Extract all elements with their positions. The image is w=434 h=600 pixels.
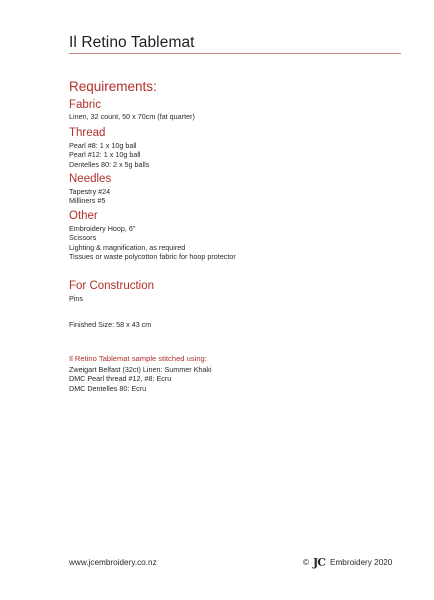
list-item: Linen, 32 count, 50 x 70cm (fat quarter): [69, 112, 195, 121]
brand-text: Embroidery 2020: [330, 558, 393, 567]
page-title: Il Retino Tablemat: [69, 34, 195, 51]
title-divider: [69, 53, 401, 54]
list-item: Embroidery Hoop, 6": [69, 224, 136, 233]
list-item: DMC Dentelles 80: Ecru: [69, 383, 147, 393]
list-item: Milliners #5: [69, 196, 106, 206]
sample-list: [69, 365, 212, 393]
thread-list: [69, 141, 149, 169]
construction-heading: For Construction: [69, 280, 155, 292]
website-link[interactable]: www.jcembroidery.co.nz: [69, 558, 157, 567]
needles-list: [69, 187, 110, 206]
finished-size: Finished Size: 58 x 43 cm: [69, 320, 152, 329]
list-item: Tapestry #24: [69, 187, 111, 196]
other-list: [69, 224, 236, 262]
requirements-heading: Requirements:: [69, 79, 157, 94]
jc-logo-icon: JC: [313, 556, 326, 569]
list-item: Pearl #8: 1 x 10g ball: [69, 141, 137, 150]
fabric-heading: Fabric: [69, 99, 101, 111]
needles-heading: Needles: [69, 173, 112, 185]
list-item: Dentelles 80: 2 x 5g balls: [69, 159, 150, 169]
list-item: Pins: [69, 294, 83, 303]
list-item: Pearl #12: 1 x 10g ball: [69, 150, 141, 160]
sample-heading: Il Retino Tablemat sample stitched using:: [69, 354, 207, 363]
list-item: DMC Pearl thread #12, #8: Ecru: [69, 374, 172, 384]
other-heading: Other: [69, 210, 98, 222]
construction-list: [69, 294, 83, 303]
list-item: Lighting & magnification, as required: [69, 242, 186, 252]
copyright-symbol: ©: [303, 558, 310, 567]
list-item: Zweigart Belfast (32ct) Linen: Summer Khaki: [69, 365, 212, 374]
thread-heading: Thread: [69, 127, 106, 139]
fabric-list: [69, 112, 195, 121]
list-item: Scissors: [69, 233, 97, 243]
copyright: [303, 556, 392, 569]
list-item: Tissues or waste polycotton fabric for hoop protector: [69, 252, 236, 262]
